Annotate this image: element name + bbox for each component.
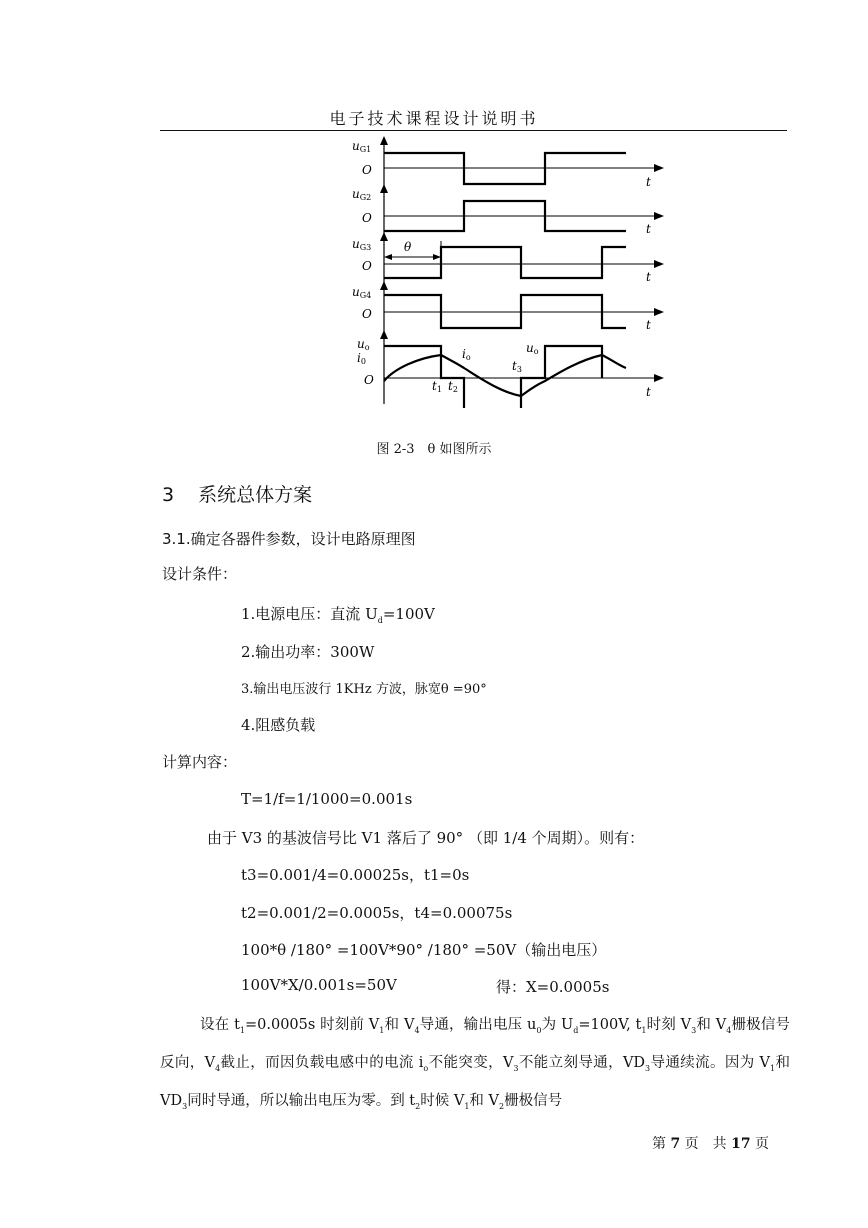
origin-label: O [362, 163, 372, 177]
theta-label: θ [404, 240, 412, 254]
calc-line-3: t3=0.001/4=0.00025s，t1=0s [241, 866, 470, 884]
waveform-figure [340, 136, 670, 408]
header-title: 电子技术课程设计说明书 [329, 109, 539, 128]
condition-item-3: 3.输出电压波行 1KHz 方波，脉宽θ =90° [241, 682, 487, 697]
total-page-count: 17 [731, 1136, 751, 1152]
current-page-number: 7 [670, 1136, 681, 1152]
origin-label: O [362, 307, 372, 321]
uo-label: uo [357, 337, 370, 352]
design-conditions-label: 设计条件： [162, 565, 238, 583]
t-axes [384, 164, 664, 382]
vertical-axis-arrow [380, 281, 388, 290]
header-rule [160, 130, 787, 131]
condition-item-1: 1.电源电压：直流 $U_d=100V$ [241, 605, 435, 625]
waveform-svg [340, 136, 670, 408]
figure-caption: 图 2-3 θ 如图所示 [376, 442, 492, 457]
vertical-axis-arrow [380, 136, 388, 145]
t-axis-label: t [646, 318, 651, 332]
ug1-label: uG1 [352, 139, 372, 154]
t1-label: t1 [432, 379, 442, 394]
vertical-axis-arrow [380, 184, 388, 193]
ug3-label: uG3 [352, 237, 372, 252]
condition-item-2: 2.输出功率：300W [241, 643, 375, 661]
t-axis-label: t [646, 175, 651, 189]
ug2-label: uG2 [352, 187, 372, 202]
uo-waveform [384, 346, 602, 408]
ug4-label: uG4 [352, 285, 372, 300]
section-title-text: 系统总体方案 [198, 484, 313, 506]
calc-line-6a: 100V*X/0.001s=50V [241, 976, 397, 994]
section-number: 3 [162, 484, 175, 506]
ug3-waveform [384, 247, 626, 278]
calc-line-6b: 得：X=0.0005s [496, 978, 610, 996]
t-axis-label: t [646, 270, 651, 284]
io-waveform [384, 355, 626, 396]
page-footer: 第 7 页 共 17 页 [652, 1136, 770, 1152]
vertical-axis-arrow [380, 232, 388, 241]
subsection-title: 3.1.确定各器件参数，设计电路原理图 [162, 530, 416, 548]
theta-arrow-right [433, 254, 441, 260]
t-axis-label: t [646, 385, 651, 399]
calc-line-1: T=1/f=1/1000=0.001s [241, 790, 413, 808]
calc-line-4: t2=0.001/2=0.0005s，t4=0.00075s [241, 904, 513, 922]
origin-label: O [364, 373, 374, 387]
condition-item-4: 4.阻感负载 [241, 716, 316, 734]
theta-arrow-left [384, 254, 392, 260]
calculation-label: 计算内容： [162, 753, 238, 771]
origin-label: O [362, 259, 372, 273]
io-label: i0 [357, 351, 366, 366]
calc-line-5: 100*θ /180° =100V*90° /180° =50V（输出电压） [241, 941, 607, 959]
uo-curve-label: uo [526, 341, 539, 356]
vertical-axis-arrow [380, 330, 388, 339]
body-paragraph: 设在 $t_1=0.0005s$ 时刻前 $V_1$和 $V_4$导通，输出电压 $u_0$为 $U_d=100V$, $t_1$时刻 $V_3$和 $V_4$栅极信号反向，$V_4$截止，而因负载电感中的电流 $i_o$不能突变，$V_3$不能立刻导通，$VD_3$导通续流。因为 $V_1$和 $VD_3$同时导通，所以输出电压为零。到 $t_2$时候 $V_1$和 $V_2$栅极信号 [160, 1017, 790, 1111]
calc-line-2: 由于 V3 的基波信号比 V1 落后了 90° （即 1/4 个周期）。则有： [207, 829, 645, 847]
io-curve-label: io [462, 347, 471, 362]
t-axis-label: t [646, 222, 651, 236]
origin-label: O [362, 211, 372, 225]
t3-label: t3 [512, 359, 522, 374]
t2-label: t2 [448, 379, 458, 394]
section-title [162, 480, 312, 507]
